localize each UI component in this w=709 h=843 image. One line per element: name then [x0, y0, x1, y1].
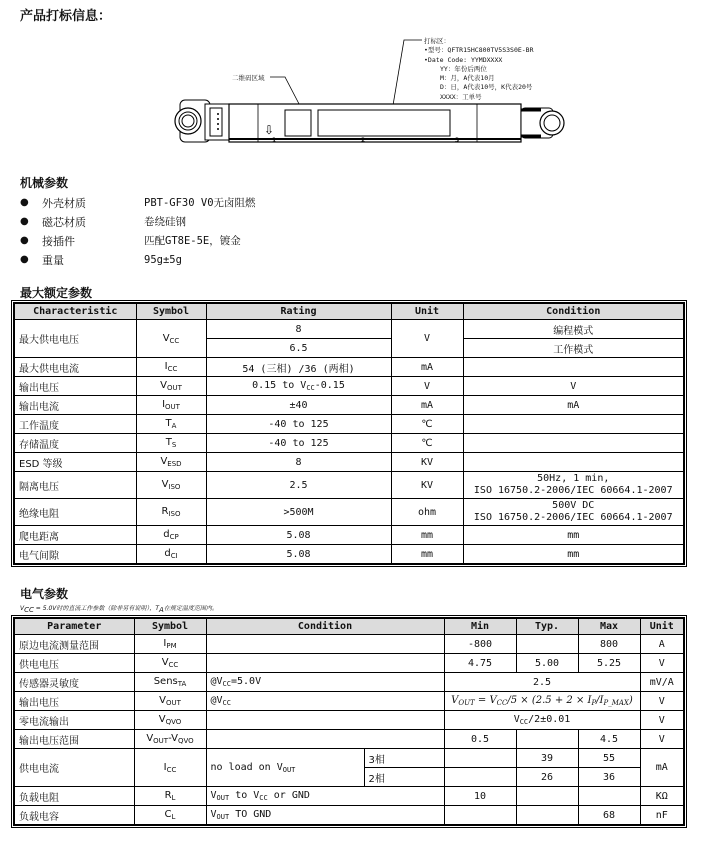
cell-rating: >500M	[206, 499, 391, 526]
cell-condition: 工作模式	[463, 339, 684, 358]
cell-unit: ℃	[391, 415, 463, 434]
cell-rating: 54 (三相) /36 (两相)	[206, 358, 391, 377]
cell-unit: V	[640, 654, 684, 673]
mechanical-label: 重量	[42, 253, 64, 267]
table-row	[14, 635, 684, 654]
col-header: Symbol	[134, 618, 206, 635]
cell-unit: mV/A	[640, 673, 684, 692]
cell-min: -800	[444, 635, 516, 654]
table-row	[14, 545, 684, 565]
cell-characteristic: 最大供电电压	[14, 320, 136, 358]
table-row	[14, 654, 684, 673]
mechanical-value: PBT-GF30 V0无卤阻燃	[144, 197, 256, 209]
mechanical-title: 机械参数	[20, 176, 69, 190]
cell-symbol: $I_{CC}$	[136, 358, 206, 377]
table-row	[14, 472, 684, 499]
marking-d: D：日，A代表10号，K代表20号	[440, 83, 533, 92]
mechanical-label: 接插件	[42, 234, 75, 248]
cell-rating: 5.08	[206, 545, 391, 565]
cell-symbol: $V_{ESD}$	[136, 453, 206, 472]
cell-condition: $@V_{CC}$	[206, 692, 444, 711]
pin-label-2: 2	[361, 137, 366, 144]
bullet-icon: ●	[20, 197, 29, 208]
cell-characteristic: 存储温度	[14, 434, 136, 453]
cell-rating: 8	[206, 320, 391, 339]
cell-parameter: 负载电容	[14, 806, 134, 826]
cell-unit: mm	[391, 526, 463, 545]
col-header: Condition	[206, 618, 444, 635]
cell-parameter: 原边电流测量范围	[14, 635, 134, 654]
cell-unit: ohm	[391, 499, 463, 526]
cell-condition: no load on $V_{OUT}$	[206, 749, 364, 787]
mechanical-value: 95g±5g	[144, 253, 182, 266]
right-mount-eyelet	[521, 108, 564, 138]
cell-max: 4.5	[578, 730, 640, 749]
cell-unit: V	[640, 711, 684, 730]
col-header: Min	[444, 618, 516, 635]
cell-characteristic: 电气间隙	[14, 545, 136, 565]
cell-rating: 6.5	[206, 339, 391, 358]
table-row	[14, 806, 684, 826]
max-ratings-table	[13, 302, 685, 565]
cell-max: 36	[578, 768, 640, 787]
cell-symbol: $V_{OUT}-V_{QVO}$	[134, 730, 206, 749]
cell-characteristic: 输出电压	[14, 377, 136, 396]
cell-characteristic: ESD 等级	[14, 453, 136, 472]
cell-unit: KV	[391, 472, 463, 499]
cell-condition	[206, 635, 444, 654]
col-header: Characteristic	[14, 303, 136, 320]
max-ratings-title: 最大额定参数	[20, 286, 93, 300]
cell-rating: -40 to 125	[206, 434, 391, 453]
cell-max	[578, 787, 640, 806]
mechanical-value: 卷绕硅钢	[144, 216, 186, 228]
cell-condition: 编程模式	[463, 320, 684, 339]
table-row	[14, 415, 684, 434]
cell-typ: 5.00	[516, 654, 578, 673]
table-row	[14, 692, 684, 711]
mechanical-item	[20, 193, 256, 212]
cell-condition: mm	[463, 545, 684, 565]
cell-symbol: $C_L$	[134, 806, 206, 826]
cell-typ	[516, 787, 578, 806]
cell-characteristic: 绝缘电阻	[14, 499, 136, 526]
cell-phase: 2相	[364, 768, 444, 787]
connector	[205, 104, 229, 140]
output-voltage-formula: $V_{OUT} = V_{CC}/5 \times (2.5 + 2 \times I_P/I_{P\_MAX})$	[444, 692, 640, 711]
table-row	[14, 358, 684, 377]
electrical-note: $V_{CC} = 5.0V$时的直流工作参数（除非另有说明），$T_A$在规定温度范围内。	[20, 605, 218, 614]
mechanical-item	[20, 231, 256, 250]
marking-xxxx: XXXX：工单号	[440, 92, 482, 101]
page-title: 产品打标信息：	[20, 9, 112, 24]
cell-unit: V	[640, 692, 684, 711]
cell-condition: 50Hz, 1 min, ISO 16750.2-2006/IEC 60664.1-2007	[463, 472, 684, 499]
cell-condition: mA	[463, 396, 684, 415]
mechanical-label: 磁芯材质	[42, 215, 86, 229]
cell-min: 4.75	[444, 654, 516, 673]
cell-unit: ℃	[391, 434, 463, 453]
table-row	[14, 787, 684, 806]
cell-symbol: $d_{CI}$	[136, 545, 206, 565]
cell-max: 5.25	[578, 654, 640, 673]
col-header: Rating	[206, 303, 391, 320]
cell-parameter: 输出电压范围	[14, 730, 134, 749]
cell-typ	[516, 635, 578, 654]
table-row	[14, 396, 684, 415]
cell-symbol: $V_{OUT}$	[136, 377, 206, 396]
mechanical-list	[20, 193, 256, 269]
cell-max: 68	[578, 806, 640, 826]
col-header: Unit	[391, 303, 463, 320]
table-row	[14, 673, 684, 692]
cell-condition: V	[463, 377, 684, 396]
cell-characteristic: 最大供电电流	[14, 358, 136, 377]
cell-symbol: $V_{OUT}$	[134, 692, 206, 711]
pin-label-3: 3	[455, 137, 460, 144]
bullet-icon: ●	[20, 254, 29, 265]
cell-typ	[516, 730, 578, 749]
cell-parameter: 供电电压	[14, 654, 134, 673]
marking-model: •型号：QFTR15HC800TV5S3S0E-BR	[424, 46, 534, 55]
current-direction-arrow-icon: ⇩	[264, 123, 275, 137]
cell-condition: $V_{OUT}$ to $V_{CC}$ or GND	[206, 787, 444, 806]
marking-area	[318, 110, 450, 136]
cell-characteristic: 隔离电压	[14, 472, 136, 499]
cell-condition: $V_{OUT}$ TO GND	[206, 806, 444, 826]
cell-symbol: $R_L$	[134, 787, 206, 806]
cell-rating: 2.5	[206, 472, 391, 499]
cell-condition	[206, 730, 444, 749]
cell-unit: mA	[391, 396, 463, 415]
cell-parameter: 传感器灵敏度	[14, 673, 134, 692]
marking-date-code: •Date Code: YYMDXXXX	[424, 55, 503, 64]
cell-unit: KV	[391, 453, 463, 472]
bullet-icon: ●	[20, 216, 29, 227]
mechanical-label: 外壳材质	[42, 196, 86, 210]
cell-parameter: 零电流输出	[14, 711, 134, 730]
cell-symbol: $V_{ISO}$	[136, 472, 206, 499]
col-header: Typ.	[516, 618, 578, 635]
table-row	[14, 749, 684, 768]
electrical-table	[13, 617, 685, 826]
cell-min: 0.5	[444, 730, 516, 749]
col-header: Condition	[463, 303, 684, 320]
cell-rating: 5.08	[206, 526, 391, 545]
cell-value: 2.5	[444, 673, 640, 692]
qr-area-label: 二维码区域	[232, 74, 265, 82]
cell-symbol: $I_{OUT}$	[136, 396, 206, 415]
cell-unit: nF	[640, 806, 684, 826]
cell-condition	[463, 453, 684, 472]
cell-max: 55	[578, 749, 640, 768]
mechanical-item	[20, 212, 256, 231]
cell-symbol: $V_{CC}$	[136, 320, 206, 358]
table-row	[14, 730, 684, 749]
cell-typ: 39	[516, 749, 578, 768]
cell-unit: V	[391, 377, 463, 396]
cell-phase: 3相	[364, 749, 444, 768]
table-row	[14, 711, 684, 730]
cell-unit: mA	[391, 358, 463, 377]
mechanical-item	[20, 250, 256, 269]
cell-min	[444, 806, 516, 826]
cell-condition: $@V_{CC}=5.0V$	[206, 673, 444, 692]
table-row	[14, 453, 684, 472]
marking-yy: YY：年份后两位	[440, 64, 487, 73]
cell-symbol: Sens$_{TA}$	[134, 673, 206, 692]
table-row	[14, 526, 684, 545]
cell-symbol: $R_{ISO}$	[136, 499, 206, 526]
col-header: Symbol	[136, 303, 206, 320]
cell-rating: 8	[206, 453, 391, 472]
cell-rating: 0.15 to $V_{CC}-0.15$	[206, 377, 391, 396]
table-row	[14, 434, 684, 453]
cell-parameter: 供电电流	[14, 749, 134, 787]
cell-max: 800	[578, 635, 640, 654]
cell-unit: A	[640, 635, 684, 654]
col-header: Parameter	[14, 618, 134, 635]
table-row	[14, 499, 684, 526]
marking-notes	[424, 37, 534, 102]
cell-unit: mm	[391, 545, 463, 565]
cell-parameter: 负载电阻	[14, 787, 134, 806]
marking-title: 打标区：	[424, 37, 450, 45]
qr-code-area	[285, 110, 311, 136]
cell-min	[444, 768, 516, 787]
electrical-title: 电气参数	[20, 587, 69, 601]
cell-symbol: $I_{CC}$	[134, 749, 206, 787]
cell-rating: ±40	[206, 396, 391, 415]
table-header-row	[14, 303, 684, 320]
table-header-row	[14, 618, 684, 635]
col-header: Max	[578, 618, 640, 635]
cell-condition: 500V DC ISO 16750.2-2006/IEC 60664.1-2007	[463, 499, 684, 526]
marking-m: M：月，A代表10月	[440, 74, 495, 83]
cell-characteristic: 工作温度	[14, 415, 136, 434]
cell-condition	[206, 711, 444, 730]
cell-value: $V_{CC}/2\pm 0.01$	[444, 711, 640, 730]
cell-symbol: $V_{CC}$	[134, 654, 206, 673]
cell-min: 10	[444, 787, 516, 806]
cell-condition: mm	[463, 526, 684, 545]
table-row	[14, 377, 684, 396]
cell-typ: 26	[516, 768, 578, 787]
cell-unit: KΩ	[640, 787, 684, 806]
cell-condition	[206, 654, 444, 673]
cell-characteristic: 爬电距离	[14, 526, 136, 545]
cell-symbol: $I_{PM}$	[134, 635, 206, 654]
cell-symbol: $V_{QVO}$	[134, 711, 206, 730]
cell-condition	[463, 415, 684, 434]
cell-rating: -40 to 125	[206, 415, 391, 434]
cell-condition	[463, 358, 684, 377]
cell-symbol: $T_A$	[136, 415, 206, 434]
cell-condition	[463, 434, 684, 453]
cell-min	[444, 749, 516, 768]
bullet-icon: ●	[20, 235, 29, 246]
col-header: Unit	[640, 618, 684, 635]
table-row	[14, 320, 684, 339]
mechanical-value: 匹配GT8E-5E，镀金	[144, 235, 241, 247]
cell-characteristic: 输出电流	[14, 396, 136, 415]
cell-unit: V	[391, 320, 463, 358]
cell-unit: mA	[640, 749, 684, 787]
cell-unit: V	[640, 730, 684, 749]
cell-symbol: $T_S$	[136, 434, 206, 453]
cell-parameter: 输出电压	[14, 692, 134, 711]
cell-symbol: $d_{CP}$	[136, 526, 206, 545]
pin-label-1: 1	[272, 137, 277, 144]
cell-typ	[516, 806, 578, 826]
